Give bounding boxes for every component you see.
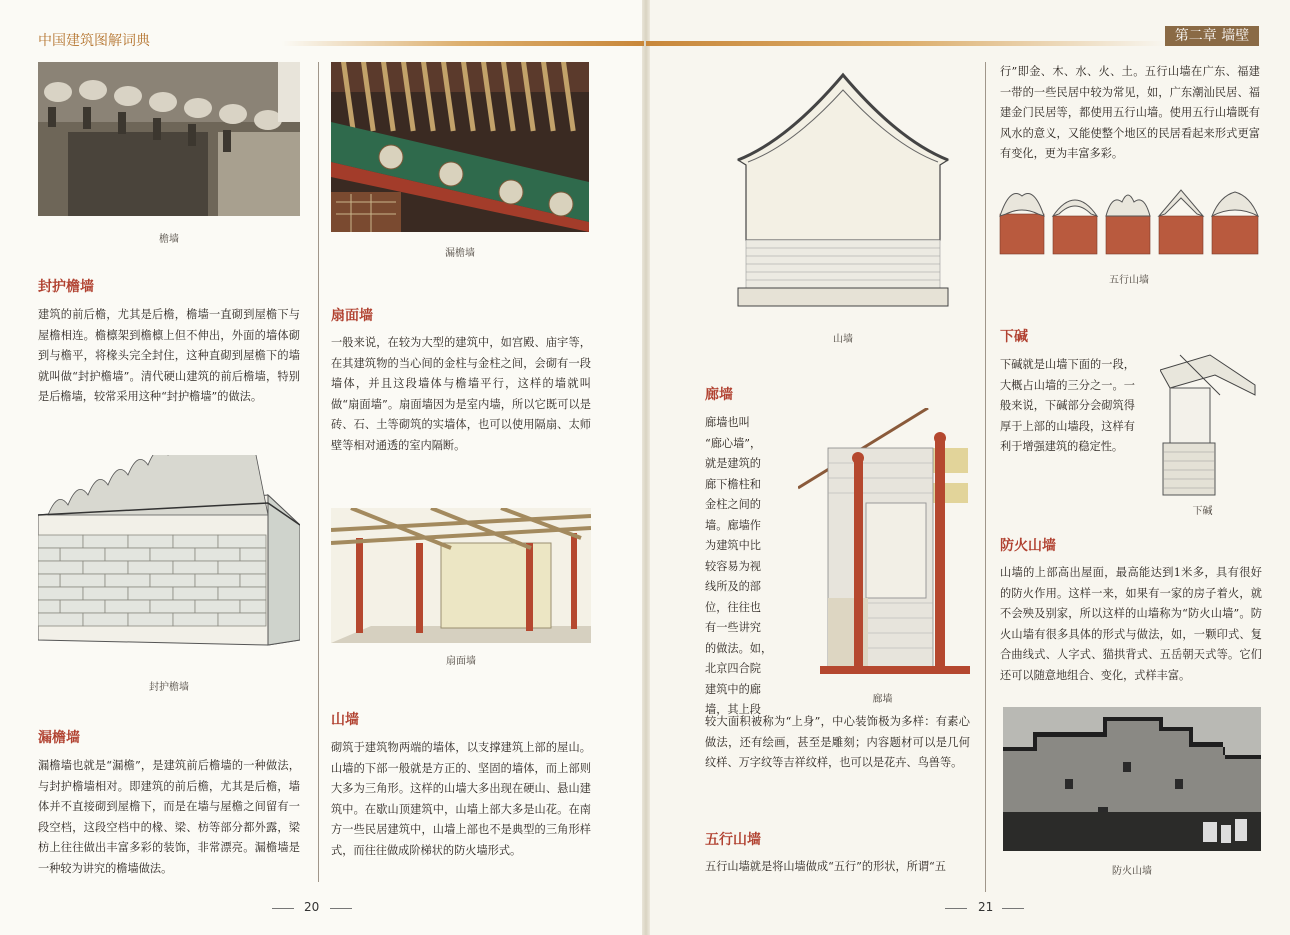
langqiang-line: 北京四合院 [705, 662, 761, 675]
langqiang-line: 就是建筑的 [705, 457, 761, 470]
langqiang-line: 位，往往也 [705, 600, 761, 614]
text-shanqiang: 砌筑于建筑物两端的墙体，以支撑建筑上部的屋山。山墙的下部一般就是方正的、坚固的墙体，而上部则大多为三角形。这样的山墙大多出现在硬山、悬山建筑中。在歇山顶建筑中，山墙上部大多是山花。在南方一些民居建筑中，山墙上部也不是典型的三角形样式，而往往做成阶梯状的防火墙形式。 [331, 741, 591, 857]
heading-fanghuo: 防火山墙 [1000, 538, 1056, 554]
header-rule-right [646, 41, 1166, 46]
langqiang-line: 较容易为视 [705, 559, 761, 573]
drawing-shanqiang [718, 70, 968, 310]
photo-louyan-wall [331, 62, 589, 232]
page-number-right: 21 [978, 900, 994, 914]
heading-shanqiang: 山墙 [331, 712, 359, 728]
column-divider-right [985, 62, 986, 892]
text-langqiang-narrow [705, 413, 785, 721]
heading-louyan: 漏檐墙 [38, 730, 80, 746]
langqiang-line: 墙。廊墙作 [705, 518, 761, 532]
chapter-tab: 第二章 墙壁 [1165, 26, 1259, 46]
book-spine [642, 0, 650, 935]
text-fanghuo: 山墙的上部高出屋面，最高能达到1米多，具有很好的防火作用。这样一来，如果有一家的房子着火，就不会殃及别家，所以这样的山墙称为“防火山墙”。防火山墙有很多具体的形式与做法，如，一颗印式、复合曲线式、人字式、猫拱背式、五岳朝天式等。它们还可以随意地组合、变化，式样丰富。 [1000, 566, 1262, 682]
text-fenghu: 建筑的前后檐，尤其是后檐，檐墙一直砌到屋檐下与屋檐相连。檐檩架到檐檩上但不伸出，外面的墙体砌到与檐平，将椽头完全封住，这种直砌到屋檐下的墙就叫做“封护檐墙”。清代硬山建筑的前后檐墙，特别是后檐墙，较常采用这种“封护檐墙”的做法。 [38, 308, 300, 403]
text-wuxing-cont: 行”即金、木、水、火、土。五行山墙在广东、福建一带的一些民居中较为常见，如，广东潮汕民居、福建金门民居等，都使用五行山墙。使用五行山墙既有风水的意义，又能使整个地区的民居看起来形式更富有变化，更为丰富多彩。 [1000, 65, 1260, 160]
text-xiajian: 下碱就是山墙下面的一段，大概占山墙的三分之一。一般来说，下碱部分会砌筑得厚于上部的山墙段，这样有利于增强建筑的稳定性。 [1000, 358, 1135, 453]
caption-shanqiang: 山墙 [833, 334, 853, 345]
langqiang-line: “廊心墙”， [705, 436, 762, 450]
drawing-fenghu-wall [38, 455, 300, 655]
page-number-rule-right-a [945, 908, 967, 909]
langqiang-line: 墙，其上段 [705, 703, 761, 716]
langqiang-line: 廊墙也叫 [705, 416, 750, 429]
page-number-rule-right-b [1002, 908, 1024, 909]
heading-xiajian: 下碱 [1000, 329, 1028, 345]
caption-wuxing: 五行山墙 [1109, 275, 1149, 286]
book-title: 中国建筑图解词典 [38, 33, 150, 49]
langqiang-line: 的做法。如， [705, 641, 773, 655]
langqiang-line: 金柱之间的 [705, 498, 761, 511]
heading-fenghu: 封护檐墙 [38, 279, 94, 295]
photo-eaves-wall [38, 62, 300, 216]
column-divider-left [318, 62, 319, 882]
caption-louyan-wall: 漏檐墙 [445, 248, 475, 259]
langqiang-line: 线所及的部 [705, 580, 761, 593]
text-louyan: 漏檐墙也就是“漏檐”，是建筑前后檐墙的一种做法，与封护檐墙相对。即建筑的前后檐，尤其是后檐，墙体并不直接砌到屋檐下，而是在墙与屋檐之间留有一段空档，这段空档中的椽、梁、枋等部分都外露，梁枋上往往做出丰富多彩的装饰，非常漂亮。漏檐墙是一种较为讲究的檐墙做法。 [38, 759, 300, 875]
caption-eaves-wall: 檐墙 [159, 234, 179, 245]
drawing-shanmian-wall [331, 508, 591, 643]
drawing-langqiang [798, 408, 970, 678]
text-wuxing-start: 五行山墙就是将山墙做成“五行”的形状，所谓“五 [705, 860, 946, 873]
photo-fanghuo-wall [1003, 707, 1261, 851]
caption-langqiang: 廊墙 [872, 694, 893, 705]
langqiang-line: 廊下檐柱和 [705, 477, 761, 491]
caption-fenghu-wall: 封护檐墙 [149, 682, 189, 693]
heading-shanmian: 扇面墙 [331, 308, 373, 324]
caption-xiajian: 下碱 [1192, 506, 1213, 517]
langqiang-line: 有一些讲究 [705, 621, 761, 634]
page-number-left: 20 [304, 900, 320, 914]
page-number-rule-left-b [330, 908, 352, 909]
heading-langqiang: 廊墙 [705, 387, 733, 403]
drawing-xiajian [1160, 350, 1260, 500]
page-number-rule-left-a [272, 908, 294, 909]
caption-shanmian-wall: 扇面墙 [446, 656, 476, 667]
langqiang-line: 建筑中的廊 [705, 682, 761, 696]
drawing-wuxing-walls [998, 186, 1260, 256]
langqiang-line: 为建筑中比 [705, 539, 761, 552]
header-rule-left [282, 41, 644, 46]
caption-fanghuo: 防火山墙 [1112, 866, 1152, 877]
text-langqiang-wide: 较大面积被称为“上身”，中心装饰极为多样：有素心做法，还有绘画，甚至是雕刻；内容题材可以是几何纹样、万字纹等吉祥纹样，也可以是花卉、鸟兽等。 [705, 715, 970, 769]
text-shanmian: 一般来说，在较为大型的建筑中，如宫殿、庙宇等，在其建筑物的当心间的金柱与金柱之间，会砌有一段墙体，并且这段墙体与檐墙平行，这样的墙就叫做“扇面墙”。扇面墙因为是室内墙，所以它既可以是砖、石、土等砌筑的实墙体，也可以使用隔扇、太师壁等相对通透的室内隔断。 [331, 336, 591, 452]
heading-wuxing: 五行山墙 [705, 832, 761, 848]
